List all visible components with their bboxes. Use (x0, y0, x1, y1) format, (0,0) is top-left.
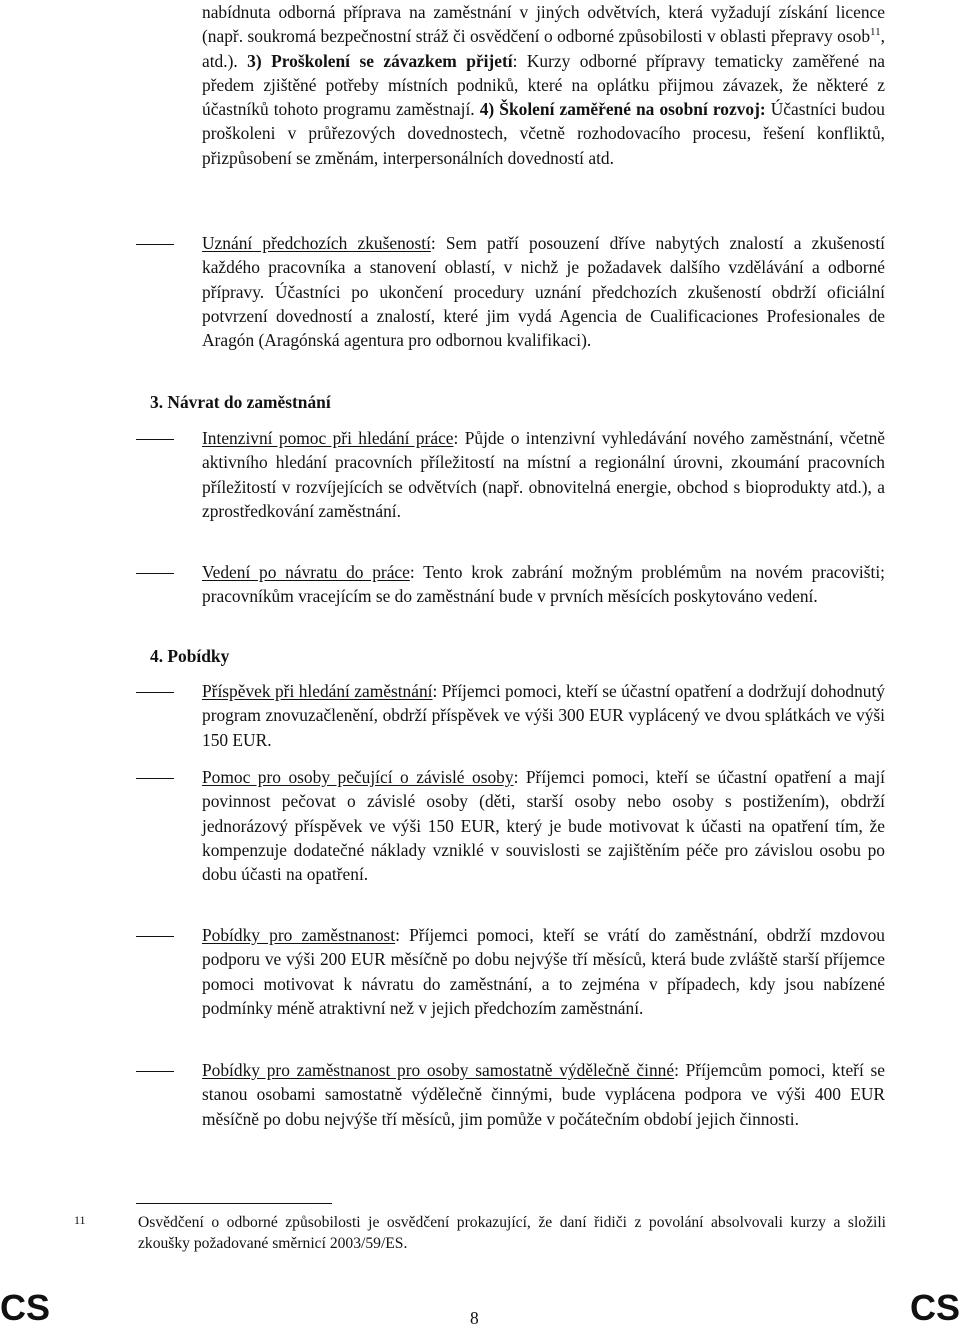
dash-bullet (136, 573, 174, 574)
footnote-reference[interactable]: 11 (870, 26, 881, 39)
bullet-title: Pobídky pro zaměstnanost (202, 925, 396, 945)
bullet-text: : Příjemci pomoci, kteří se účastní opatření a mají povinnost pečovat o závislé osoby (děti, starší osoby nebo osoby s postižením), obdrží jednorázový příspěvek ve výši 150 EUR, který je bude motivovat k účasti na opatření tím, že kompenzuje dodatečné náklady vzniklé v souvislosti se zajištěním péče pro závislou osobu po dobu účasti na opatření. (202, 767, 885, 885)
item3-title: 3) Proškolení se závazkem přijetí (247, 50, 513, 71)
heading-number: 3. (150, 392, 164, 412)
footnote-separator (136, 1203, 332, 1204)
dash-bullet (136, 778, 174, 779)
bullet-text: : Příjemci pomoci, kteří se účastní opatření a dodržují dohodnutý program znovuzačlenění, obdrží příspěvek ve výši 300 EUR vyplácený ve dvou splátkách ve výši 150 EUR. (202, 681, 886, 750)
bullet-title: Vedení po návratu do práce (202, 562, 410, 582)
heading-text: Pobídky (167, 646, 230, 666)
bullet-text: : Půjde o intenzivní vyhledávání nového zaměstnání, včetně aktivního hledání pracovních příležitostí na místní a regionální úrovni, zkoumání pracovních příležitostí v rozvíjejících se odvětvích (např. obnovitelná energie, obchod s bioprodukty atd.), a zprostředkování zaměstnání. (202, 428, 885, 521)
dash-bullet (136, 244, 174, 245)
heading-text: Návrat do zaměstnání (167, 392, 331, 412)
item4-title: 4) Školení zaměřené na osobní rozvoj: (479, 99, 766, 120)
heading-number: 4. (150, 646, 164, 666)
bullet-employment-incentives (202, 923, 885, 1020)
bullet-self-employed-incentives (202, 1058, 885, 1131)
footnote-text: Osvědčení o odborné způsobilosti je osvědčení prokazující, že daní řidiči z povolání absolvovali kurzy a složili zkoušky požadované směrnicí 2003/59/ES. (138, 1214, 886, 1252)
bullet-title: Intenzivní pomoc při hledání práce (202, 428, 454, 448)
page-number: 8 (470, 1308, 479, 1328)
bullet-title: Uznání předchozích zkušeností (202, 233, 431, 253)
dash-bullet (136, 936, 174, 937)
dash-bullet (136, 1071, 174, 1072)
bullet-job-search-help (202, 426, 885, 523)
item3-text: : Kurzy odborné přípravy tematicky zaměřené na předem zjištěné potřeby místních podniků, které na oplátku přijmou závazek, že některé z účastníků tohoto programu zaměstnají. (202, 50, 885, 120)
section-heading-3 (150, 392, 331, 413)
footer-language-left: CS (0, 1287, 51, 1328)
bullet-title: Pomoc pro osoby pečující o závislé osoby (202, 767, 514, 787)
bullet-text: : Sem patří posouzení dříve nabytých znalostí a zkušeností každého pracovníka a stanovení oblastí, v nichž je požadavek dalšího vzdělávání a odborné přípravy. Účastníci po ukončení procedury uznání předchozích zkušeností obdrží oficiální potvrzení dovedností a znalostí, které jim vydá Agencia de Cualificaciones Profesionales de Aragón (Aragónská agentura pro odbornou kvalifikaci). (202, 233, 885, 351)
dash-bullet (136, 692, 174, 693)
bullet-text: : Příjemci pomoci, kteří se vrátí do zaměstnání, obdrží mzdovou podporu ve výši 200 EUR měsíčně po dobu nejvýše tří měsíců, která bude zvláště starší příjemce pomoci motivovat k návratu do zaměstnání, a to zejména v případech, kdy jsou nabízené podmínky méně atraktivní než v jejich předchozím zaměstnání. (202, 925, 886, 1018)
dash-bullet (136, 439, 174, 440)
bullet-title: Příspěvek při hledání zaměstnání (202, 681, 433, 701)
bullet-recognition (202, 231, 885, 352)
section-heading-4 (150, 646, 229, 667)
intro-paragraph (202, 0, 885, 170)
bullet-job-search-allowance (202, 679, 885, 752)
bullet-return-guidance (202, 560, 885, 609)
footnote-number: 11 (74, 1213, 86, 1227)
footer-language-right: CS (909, 1287, 960, 1328)
bullet-carer-assistance (202, 765, 885, 886)
item4-text: Účastníci budou proškoleni v průřezových dovednostech, včetně rozhodovacího procesu, řešení konfliktů, přizpůsobení se změnám, interpersonálních dovedností atd. (202, 99, 885, 168)
intro-text-end: , atd.). (202, 26, 885, 71)
bullet-title: Pobídky pro zaměstnanost pro osoby samostatně výdělečně činné (202, 1060, 675, 1080)
bullet-text: : Příjemcům pomoci, kteří se stanou osobami samostatně výdělečně činnými, bude vyplácena podpora ve výši 400 EUR měsíčně po dobu nejvýše tří měsíců, jim pomůže v počátečním období jejich činnosti. (202, 1060, 886, 1129)
intro-text: nabídnuta odborná příprava na zaměstnání v jiných odvětvích, která vyžadují získání licence (např. soukromá bezpečnostní stráž či osvědčení o odborné způsobilosti v oblasti přepravy osob (202, 2, 885, 47)
bullet-text: : Tento krok zabrání možným problémům na novém pracovišti; pracovníkům vracejícím se do zaměstnání bude v prvních měsících poskytováno vedení. (202, 562, 885, 607)
